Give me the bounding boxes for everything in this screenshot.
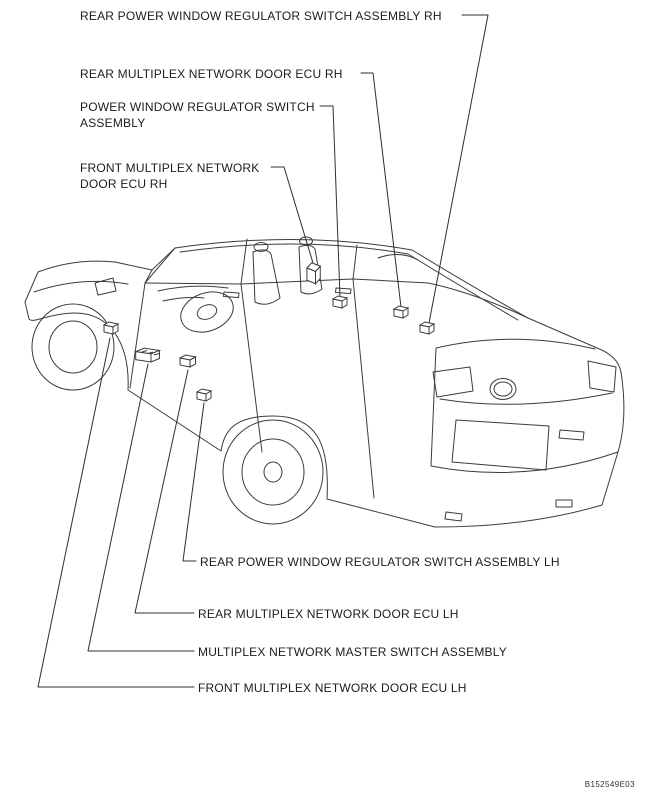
label-text: REAR MULTIPLEX NETWORK DOOR ECU LH — [198, 607, 459, 621]
label-text: FRONT MULTIPLEX NETWORK — [80, 161, 260, 175]
component-rear-pw-switch-lh — [197, 389, 211, 401]
rear-emblem-inner — [494, 382, 512, 396]
taillight-left — [433, 367, 473, 397]
label-multiplex-network-master-switch-assembly — [198, 644, 507, 660]
component-rear-mpx-door-ecu-lh — [180, 355, 195, 367]
label-rear-multiplex-network-door-ecu-rh — [80, 66, 343, 82]
car-body-linework — [25, 237, 624, 527]
label-rear-power-window-regulator-switch-assembly-lh — [200, 554, 560, 570]
label-text: DOOR ECU RH — [80, 177, 168, 191]
a-pillar — [145, 248, 175, 283]
leader-rear-pw-switch-rh — [429, 15, 488, 323]
leader-rear-mpx-ecu-lh — [135, 370, 194, 613]
rear-door-handle — [336, 288, 352, 294]
front-door-edge — [130, 283, 145, 388]
component-master-switch-assembly — [136, 348, 160, 362]
c-pillar — [353, 245, 374, 498]
component-rear-mpx-door-ecu-rh — [394, 306, 408, 318]
label-text: MULTIPLEX NETWORK MASTER SWITCH ASSEMBLY — [198, 645, 507, 659]
leader-pw-regulator-switch-assembly — [320, 106, 340, 297]
label-text: POWER WINDOW REGULATOR SWITCH — [80, 100, 315, 114]
taillight-band — [440, 393, 612, 404]
steering-wheel-hub — [195, 302, 219, 322]
label-front-multiplex-network-door-ecu-lh — [198, 680, 467, 696]
driver-seat — [253, 250, 280, 304]
rear-wheel — [223, 420, 323, 524]
label-text: REAR POWER WINDOW REGULATOR SWITCH ASSEMBLY LH — [200, 555, 560, 569]
side-mirror — [95, 278, 116, 295]
component-rear-pw-switch-rh — [420, 322, 434, 334]
label-front-multiplex-network-door-ecu-rh — [80, 160, 260, 192]
rear-seat — [378, 254, 418, 260]
label-rear-power-window-regulator-switch-assembly-rh — [80, 8, 442, 24]
taillight-right — [588, 361, 616, 392]
steering-wheel — [175, 285, 239, 339]
component-pw-regulator-switch-assembly — [333, 296, 347, 308]
rear-glass — [408, 254, 518, 320]
leader-front-mpx-ecu-lh — [38, 338, 194, 687]
trunk-shut-line — [431, 339, 595, 466]
label-text: ASSEMBLY — [80, 116, 146, 130]
interior — [158, 237, 418, 339]
component-front-mpx-door-ecu-rh — [307, 263, 320, 284]
leader-rear-pw-switch-lh — [183, 403, 204, 561]
leader-rear-mpx-ecu-rh — [361, 73, 401, 307]
license-plate-recess — [452, 420, 549, 470]
figure-code: B152549E03 — [584, 780, 635, 789]
model-badge — [559, 430, 584, 440]
label-text: REAR POWER WINDOW REGULATOR SWITCH ASSEMBLY RH — [80, 9, 442, 23]
exhaust-left — [445, 512, 462, 521]
roof-rail — [180, 244, 408, 254]
label-text: REAR MULTIPLEX NETWORK DOOR ECU RH — [80, 67, 343, 81]
label-text: FRONT MULTIPLEX NETWORK DOOR ECU LH — [198, 681, 467, 695]
exhaust-right — [556, 500, 572, 507]
component-front-mpx-door-ecu-lh — [104, 322, 118, 334]
label-power-window-regulator-switch-assembly — [80, 99, 315, 131]
label-rear-multiplex-network-door-ecu-lh — [198, 606, 459, 622]
leader-master-switch — [88, 364, 194, 651]
leader-front-mpx-ecu-rh — [271, 167, 313, 263]
dashboard — [158, 286, 228, 301]
